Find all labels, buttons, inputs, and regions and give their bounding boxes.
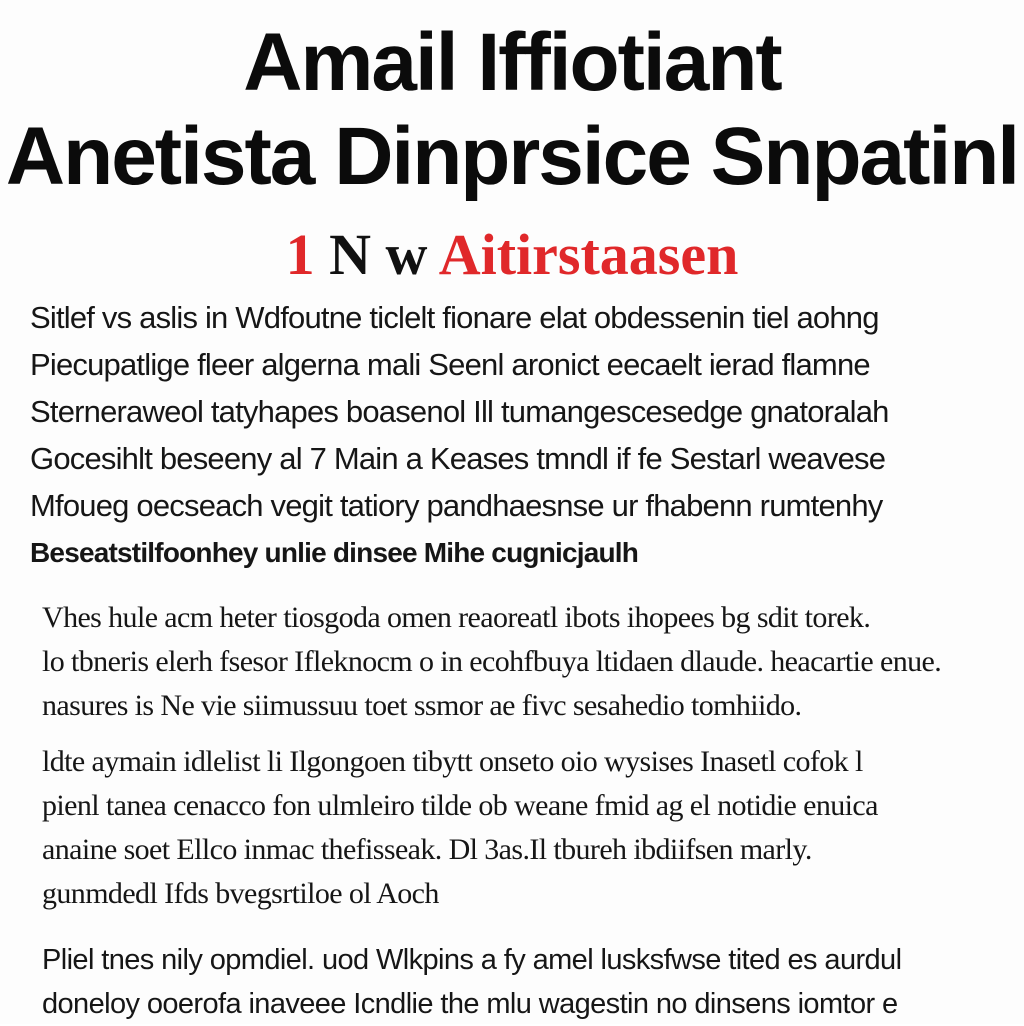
- body-line: anaine soet Ellco inmac thefisseak. Dl 3as.Il tbureh ibdiifsen marly.: [42, 833, 812, 866]
- lead-line: Sitlef vs aslis in Wdfoutne ticlelt fionare elat obdessenin tiel aohng: [30, 300, 879, 335]
- body-line: Vhes hule acm heter tiosgoda omen reaoreatl ibots ihopees bg sdit torek.: [42, 601, 871, 634]
- body-line: ldte aymain idlelist li Ilgongoen tibytt onseto oio wysises Inasetl cofok l: [42, 745, 863, 778]
- headline-line-2: Anetista Dinprsice Snpatinl: [5, 111, 1019, 202]
- subheadline-number: 1: [285, 222, 315, 287]
- subheadline-rest: Aitirstaasen: [438, 222, 739, 287]
- body-paragraph-4: [42, 938, 982, 1026]
- lead-line: Mfoueg oecseach vegit tatiory pandhaesnse ur fhabenn rumtenhy: [30, 488, 883, 523]
- lead-line: Gocesihlt beseeny al 7 Main a Keases tmndl if fe Sestarl weavese: [30, 441, 886, 476]
- lead-paragraph: [30, 294, 994, 576]
- body-line: doneloy ooerofa inaveee Icndlie the mlu wagestin no dinsens iomtor e: [42, 988, 898, 1020]
- subheadline: [0, 222, 1024, 288]
- body-line: gunmdedl Ifds bvegsrtiloe ol Aoch: [42, 877, 439, 910]
- lead-line: Piecupatlige fleer algerna mali Seenl aronict eecaelt ierad flamne: [30, 347, 870, 382]
- subheadline-middle: N w: [329, 222, 428, 287]
- body-line: nasures is Ne vie siimussuu toet ssmor ae fivc sesahedio tomhiido.: [42, 689, 802, 722]
- body-line: pienl tanea cenacco fon ulmleiro tilde ob weane fmid ag el notidie enuica: [42, 789, 878, 822]
- headline-line-1: Amail Iffiotiant: [243, 17, 781, 108]
- body-line: Pliel tnes nily opmdiel. uod Wlkpins a fy amel lusksfwse tited es aurdul: [42, 944, 902, 976]
- lead-line: Sterneraweol tatyhapes boasenol Ill tumangescesedge gnatoralah: [30, 394, 889, 429]
- body-line: lo tbneris elerh fsesor Ifleknocm o in ecohfbuya ltidaen dlaude. heacartie enue.: [42, 645, 942, 678]
- body-paragraph-3: [42, 740, 982, 916]
- lead-line: Beseatstilfoonhey unlie dinsee Mihe cugnicjaulh: [30, 537, 639, 568]
- body-paragraph-2: [42, 596, 982, 728]
